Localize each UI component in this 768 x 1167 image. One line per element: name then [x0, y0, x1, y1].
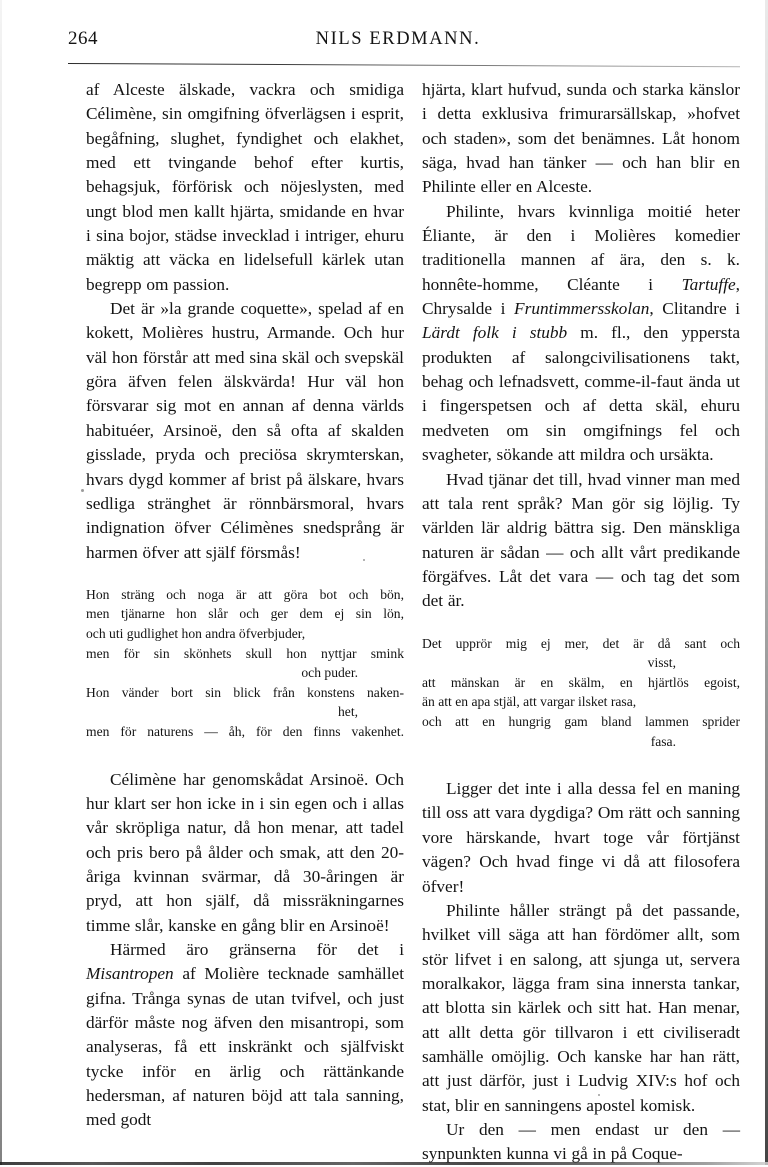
- scan-edge-left: [0, 0, 2, 1165]
- verse-line: visst,: [647, 655, 676, 671]
- verse-block-arsinoe: [86, 585, 404, 742]
- verse-line: men för naturens — åh, för den finns vakenhet.: [86, 724, 404, 740]
- verse-spacer: [422, 614, 740, 634]
- italic-title: Lärdt folk i stubb: [422, 323, 568, 343]
- paragraph: Ligger det inte i alla dessa fel en maning till oss att vara dygdiga? Om rätt och sanning vore härskande, hvart toge vår förtjänst vägen? Och hvad finge vi då att filosofera öfver!: [422, 779, 740, 896]
- paragraph: Célimène har genomskådat Arsinoë. Och hur klart ser hon icke in i sin egen och i allas vår skröpliga natur, då hon menar, att tadel och pris bero på ålder och smak, att den 20-åriga kvinnan svärmar, då 30-åringen är pryd, att hon själf, då missräkningarnes timme slår, kanske en gång blir en Arsinoë!: [86, 769, 404, 935]
- verse-line: men tjänarne hon slår och ger dem ej sin lön,: [86, 606, 404, 622]
- text-column-left: [86, 78, 404, 1133]
- verse-line: Det upprör mig ej mer, det är då sant och: [422, 635, 740, 651]
- verse-line: men för sin skönhets skull hon nyttjar smink: [86, 645, 404, 661]
- verse-line: och puder.: [301, 665, 358, 681]
- italic-title: Tartuffe: [681, 274, 736, 294]
- verse-block-alceste: [422, 634, 740, 752]
- verse-line: het,: [337, 704, 358, 720]
- verse-line: fasa.: [650, 733, 676, 749]
- verse-spacer: [422, 751, 740, 777]
- verse-line: och uti gudlighet hon andra öfverbjuder,: [86, 626, 306, 642]
- paragraph: Philinte, hvars kvinnliga moitié heter Éliante, är den i Molières komedier traditionella mannen af ära, den s. k. honnête-homme, Cléante i Tartuffe, Chrysalde i Fruntimmersskolan, Clitandre i Lärdt folk i stubb m. fl., den yppersta produkten af salongcivilisationens takt, behag och lefnadsvett, comme-il-faut ända ut i fingerspetsen och af detta skäl, ehuru medveten om sin omgifnings fel och svagheter, sökande att mildra och ursäkta.: [422, 201, 740, 465]
- italic-title: Misantropen: [86, 964, 174, 984]
- running-title: NILS ERDMANN.: [315, 29, 481, 49]
- page-number: 264: [68, 28, 98, 49]
- paragraph: Härmed äro gränserna för det i Misantropen af Molière tecknade samhället gifna. Trånga synas de utan tvifvel, och just därför måste nog äfven den misantropi, som analyseras, få ett inskränkt och själfviskt tycke inför en ärlig och rättänkande hedersman, af naturen böjd att tala sanning, med godt: [86, 940, 404, 1130]
- paragraph: Philinte håller strängt på det passande, hvilket vill säga att han fördömer allt, som stör lifvet i en salong, att sjunga ut, servera moralkakor, lägga fram sina innersta tankar, att blotta sin kärlek och sitt hat. Han menar, att allt detta gör tillvaron i ett civiliseradt samhälle omöjlig. Och kanske har han rätt, att just därför, just i Ludvig XIV:s hof och stat, blir en sanningens apostel komisk.: [422, 900, 740, 1115]
- verse-line: Hon vänder bort sin blick från konstens naken-: [86, 684, 404, 700]
- text-column-right: [422, 78, 740, 1167]
- italic-title: Fruntimmersskolan: [514, 299, 650, 319]
- verse-line: Hon sträng och noga är att göra bot och bön,: [86, 586, 404, 602]
- page-header: [68, 28, 728, 62]
- paragraph: hjärta, klart hufvud, sunda och starka känslor i detta exklusiva frimurarsällskap, »hofvet och staden», som det benämnes. Låt honom säga, hvad han tänker — och han blir en Philinte eller en Alceste.: [422, 80, 740, 197]
- verse-line: och att en hungrig gam bland lammen sprider: [422, 713, 740, 729]
- header-rule: [68, 63, 740, 67]
- verse-spacer: [86, 565, 404, 585]
- scan-speck: [81, 489, 84, 492]
- paragraph: Ur den — men endast ur den — synpunkten kunna vi gå in på Coque-: [422, 1119, 740, 1164]
- paragraph: Hvad tjänar det till, hvad vinner man med att tala rent språk? Man gör sig löjlig. Ty världen lär aldrig bättra sig. Den mänskliga naturen är sådan — och allt vårt predikande förgäfves. Låt det vara — och tag det som det är.: [422, 469, 740, 611]
- paragraph: af Alceste älskade, vackra och smidiga Célimène, sin omgifning öfverlägsen i esprit, begåfning, slughet, fyndighet och elakhet, med ett tvingande behof efter kurtis, behagsjuk, förförisk och nöjeslysten, med ungt blod men kallt hjärta, smidande en hvar i sina bojor, städse invecklad i intriger, ehuru mäktig att väcka en lidelsefull kärlek utan begrepp om passion.: [86, 80, 404, 294]
- verse-line: än att en apa stjäl, att vargar ilsket rasa,: [422, 694, 637, 710]
- paragraph: Det är »la grande coquette», spelad af en kokett, Molières hustru, Armande. Och hur väl hon förstår att med sina skäl och svepskäl göra äfven felen älskvärda! Hur väl hon försvarar sig mot en annan af denna världs habituéer, Arsinoë, den så ofta af skalden gisslade, pryda och preciösa skrymterskan, hvars dygd kommer af brist på älskare, hvars sedliga stränghet är rönnbärsmoral, hvars indignation öfver Célimènes snedsprång är harmen öfver att själf försmås!: [86, 299, 404, 562]
- verse-spacer: [86, 742, 404, 768]
- verse-line: att mänskan är en skälm, en hjärtlös egoist,: [422, 674, 740, 690]
